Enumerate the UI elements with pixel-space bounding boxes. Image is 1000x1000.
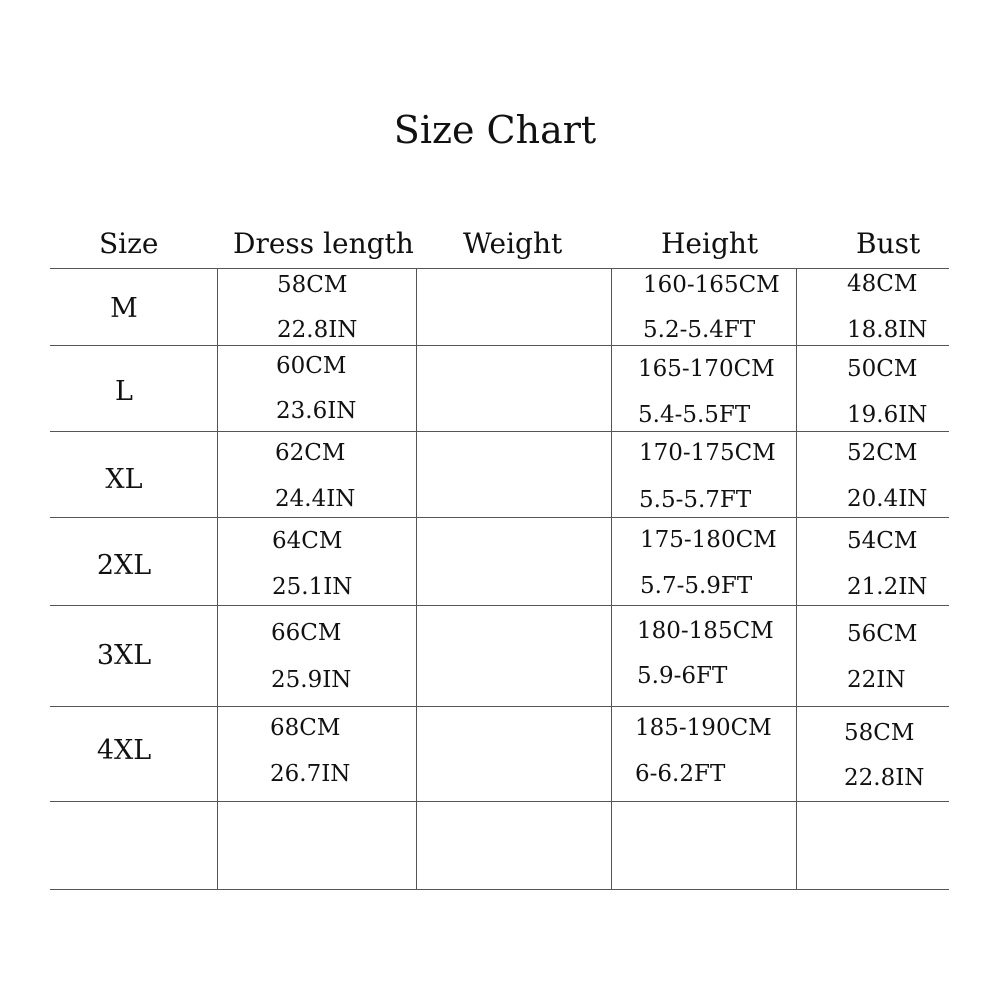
dress-length-cm: 62CM bbox=[275, 440, 346, 466]
header-weight: Weight bbox=[463, 227, 563, 260]
table-rule bbox=[50, 605, 949, 606]
column-divider bbox=[416, 268, 417, 890]
dress-length-cm: 68CM bbox=[270, 715, 341, 741]
table-rule-header bbox=[50, 268, 949, 269]
header-height: Height bbox=[661, 227, 759, 260]
bust-in: 19.6IN bbox=[847, 402, 928, 428]
size-label: 4XL bbox=[96, 735, 152, 766]
header-dress-length: Dress length bbox=[233, 227, 414, 260]
page-title: Size Chart bbox=[393, 108, 597, 152]
height-ft: 6-6.2FT bbox=[635, 761, 726, 787]
dress-length-cm: 58CM bbox=[277, 272, 348, 298]
table-rule bbox=[50, 431, 949, 432]
dress-length-in: 22.8IN bbox=[277, 317, 358, 343]
dress-length-cm: 60CM bbox=[276, 353, 347, 379]
header-bust: Bust bbox=[856, 227, 921, 260]
height-ft: 5.4-5.5FT bbox=[638, 402, 751, 428]
dress-length-in: 25.1IN bbox=[272, 574, 353, 600]
table-rule-bottom bbox=[50, 889, 949, 890]
height-cm: 185-190CM bbox=[635, 715, 772, 741]
dress-length-in: 24.4IN bbox=[275, 486, 356, 512]
bust-in: 22.8IN bbox=[844, 765, 925, 791]
dress-length-cm: 64CM bbox=[272, 528, 343, 554]
height-cm: 170-175CM bbox=[639, 440, 776, 466]
column-divider bbox=[217, 268, 218, 890]
height-ft: 5.2-5.4FT bbox=[643, 317, 756, 343]
bust-in: 20.4IN bbox=[847, 486, 928, 512]
column-divider bbox=[796, 268, 797, 890]
table-rule bbox=[50, 517, 949, 518]
height-ft: 5.7-5.9FT bbox=[640, 573, 753, 599]
dress-length-in: 26.7IN bbox=[270, 761, 351, 787]
table-rule bbox=[50, 706, 949, 707]
dress-length-cm: 66CM bbox=[271, 620, 342, 646]
dress-length-in: 25.9IN bbox=[271, 667, 352, 693]
bust-cm: 58CM bbox=[844, 720, 915, 746]
size-label: 3XL bbox=[96, 640, 152, 671]
table-rule bbox=[50, 801, 949, 802]
header-size: Size bbox=[99, 227, 159, 260]
height-cm: 175-180CM bbox=[640, 527, 777, 553]
height-cm: 160-165CM bbox=[643, 272, 780, 298]
bust-cm: 48CM bbox=[847, 271, 918, 297]
table-rule bbox=[50, 345, 949, 346]
bust-in: 18.8IN bbox=[847, 317, 928, 343]
column-divider bbox=[611, 268, 612, 890]
height-ft: 5.5-5.7FT bbox=[639, 487, 752, 513]
bust-cm: 50CM bbox=[847, 356, 918, 382]
size-label: XL bbox=[105, 464, 143, 495]
bust-cm: 54CM bbox=[847, 528, 918, 554]
bust-cm: 56CM bbox=[847, 621, 918, 647]
size-label: L bbox=[115, 376, 133, 407]
height-cm: 165-170CM bbox=[638, 356, 775, 382]
bust-in: 22IN bbox=[847, 667, 906, 693]
height-cm: 180-185CM bbox=[637, 618, 774, 644]
bust-in: 21.2IN bbox=[847, 574, 928, 600]
height-ft: 5.9-6FT bbox=[637, 663, 728, 689]
size-label: M bbox=[110, 293, 138, 324]
size-label: 2XL bbox=[96, 550, 152, 581]
bust-cm: 52CM bbox=[847, 440, 918, 466]
dress-length-in: 23.6IN bbox=[276, 398, 357, 424]
